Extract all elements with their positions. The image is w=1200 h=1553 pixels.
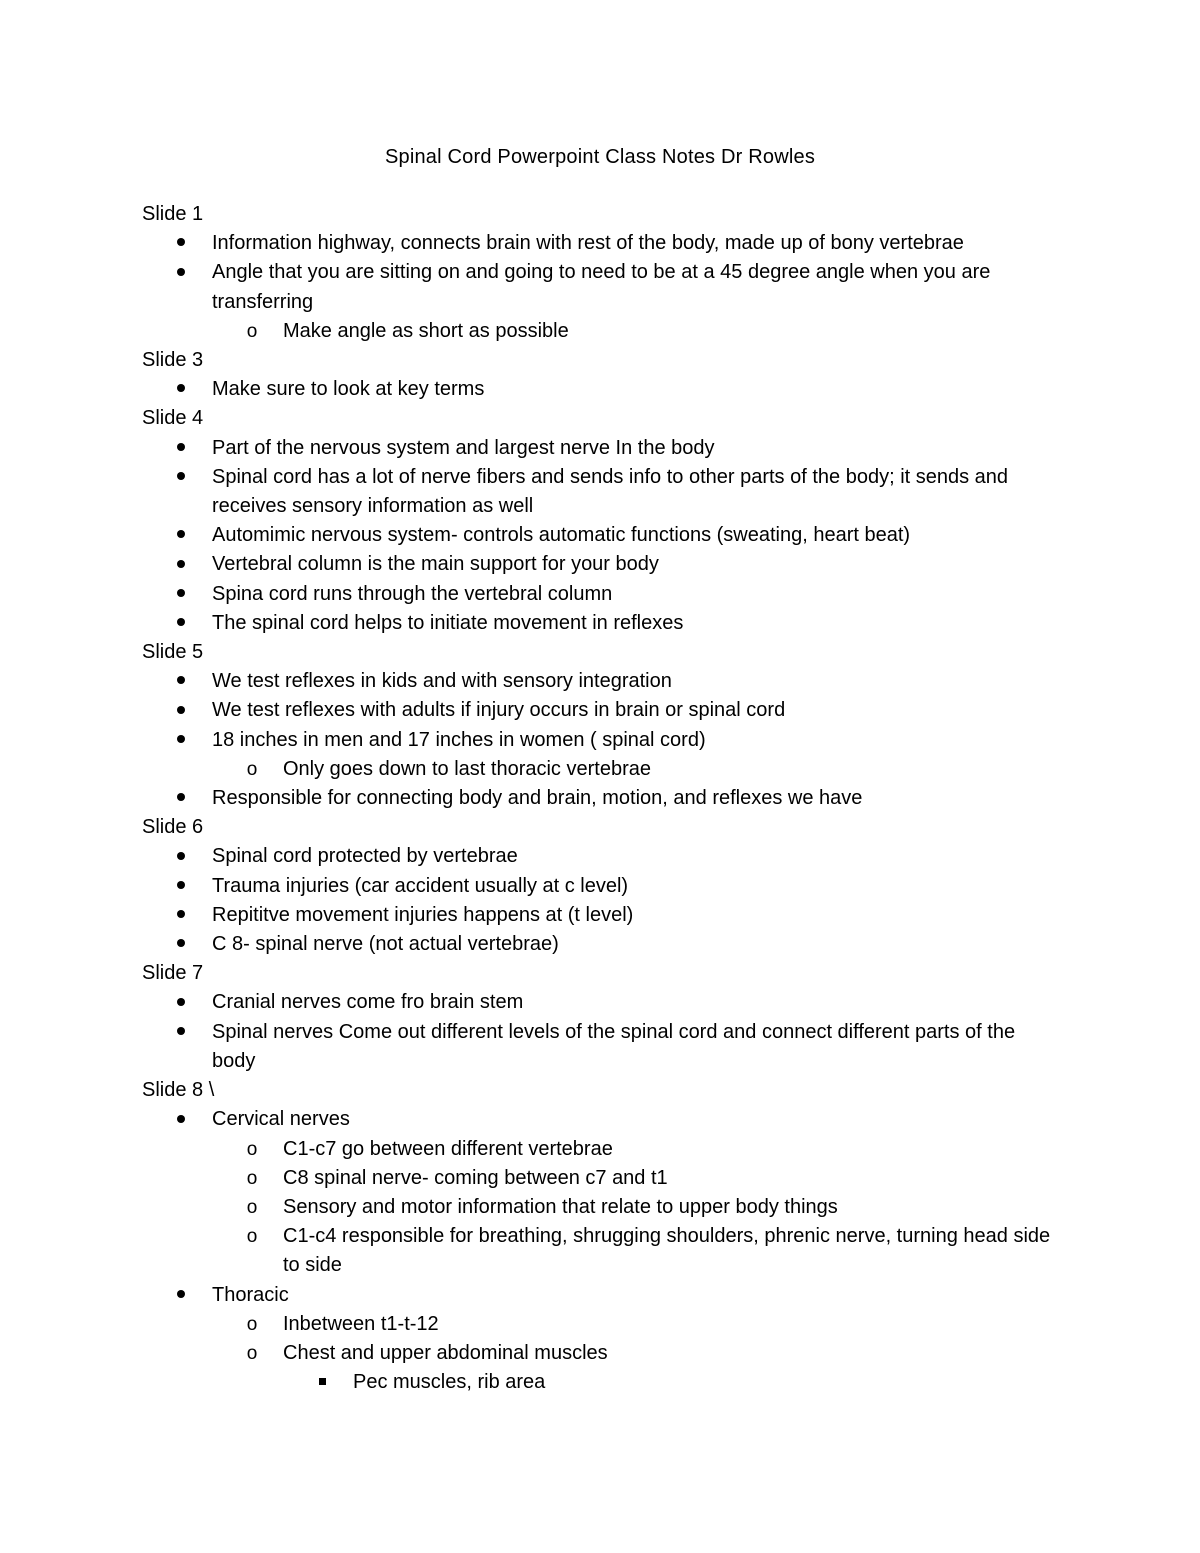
list-level-2 xyxy=(142,1310,1062,1398)
list-item-text: C 8- spinal nerve (not actual vertebrae) xyxy=(212,933,559,956)
list-item-text: Spinal nerves Come out different levels of the spinal cord and connect different parts of the body xyxy=(212,1020,1016,1072)
list-item xyxy=(142,872,1062,901)
nested-list-container xyxy=(142,755,1062,784)
list-item-text: The spinal cord helps to initiate movement in reflexes xyxy=(212,611,684,634)
list-item xyxy=(142,1368,1062,1397)
slide-section xyxy=(142,813,1062,959)
list-item-text: C1-c4 responsible for breathing, shrugging shoulders, phrenic nerve, turning head side to side xyxy=(283,1225,1051,1277)
list-item xyxy=(142,755,1062,784)
slide-heading: Slide 4 xyxy=(142,407,204,430)
list-item xyxy=(142,1135,1062,1164)
list-level-3 xyxy=(142,1368,1062,1397)
list-item-text: Make sure to look at key terms xyxy=(212,378,485,401)
list-item xyxy=(142,784,1062,813)
bullet-icon xyxy=(171,842,191,871)
circle-bullet-icon: o xyxy=(246,1313,258,1335)
list-level-1 xyxy=(142,842,1062,959)
bullet-icon xyxy=(171,901,191,930)
list-item-text: Only goes down to last thoracic vertebrae xyxy=(283,757,651,780)
slide-heading: Slide 7 xyxy=(142,962,204,985)
list-item xyxy=(142,317,1062,346)
list-item-text: Make angle as short as possible xyxy=(283,319,569,342)
slide-section xyxy=(142,404,1062,638)
list-item xyxy=(142,1018,1062,1076)
document-title: Spinal Cord Powerpoint Class Notes Dr Rowles xyxy=(384,146,816,168)
list-item-text: We test reflexes in kids and with sensory integration xyxy=(212,670,672,693)
circle-bullet-icon: o xyxy=(246,320,258,342)
notes-content xyxy=(142,200,1062,1397)
list-item xyxy=(142,842,1062,871)
list-item xyxy=(142,1193,1062,1222)
list-item xyxy=(142,229,1062,258)
slide-section xyxy=(142,638,1062,813)
list-item xyxy=(142,580,1062,609)
list-level-1 xyxy=(142,434,1062,638)
circle-bullet-icon: o xyxy=(246,1342,258,1364)
circle-bullet-icon: o xyxy=(246,1196,258,1218)
list-item xyxy=(142,667,1062,696)
list-item-text: Spinal cord has a lot of nerve fibers and sends info to other parts of the body; it sends and receives sensory information as well xyxy=(212,465,1009,518)
list-level-1 xyxy=(142,667,1062,813)
list-item xyxy=(142,258,1062,316)
list-item-text: Automimic nervous system- controls automatic functions (sweating, heart beat) xyxy=(212,524,911,547)
list-item xyxy=(142,434,1062,463)
bullet-icon xyxy=(171,434,191,463)
bullet-icon xyxy=(171,258,191,287)
bullet-icon xyxy=(171,726,191,755)
bullet-icon xyxy=(171,667,191,696)
list-level-1 xyxy=(142,1105,1062,1397)
slide-heading: Slide 5 xyxy=(142,641,204,664)
list-item xyxy=(142,375,1062,404)
bullet-icon xyxy=(171,784,191,813)
list-item-text: Information highway, connects brain with rest of the body, made up of bony vertebrae xyxy=(212,232,964,255)
bullet-icon xyxy=(171,1281,191,1310)
slide-heading: Slide 8 \ xyxy=(142,1079,215,1102)
list-item xyxy=(142,1339,1062,1368)
slide-section xyxy=(142,200,1062,346)
list-item xyxy=(142,696,1062,725)
nested-list-container xyxy=(142,1135,1062,1281)
bullet-icon xyxy=(171,375,191,404)
list-level-2 xyxy=(142,755,1062,784)
list-item xyxy=(142,988,1062,1017)
list-item-text: Inbetween t1-t-12 xyxy=(283,1312,439,1335)
list-level-1 xyxy=(142,229,1062,346)
list-item-text: 18 inches in men and 17 inches in women ( spinal cord) xyxy=(212,728,706,751)
list-item-text: Cervical nerves xyxy=(212,1108,350,1131)
circle-bullet-icon: o xyxy=(246,1138,258,1160)
list-level-1 xyxy=(142,988,1062,1076)
list-level-2 xyxy=(142,317,1062,346)
list-item xyxy=(142,1164,1062,1193)
list-level-2 xyxy=(142,1135,1062,1281)
bullet-icon xyxy=(171,580,191,609)
bullet-icon xyxy=(171,930,191,959)
list-item-text: Vertebral column is the main support for your body xyxy=(212,553,659,576)
nested-list-container xyxy=(142,317,1062,346)
list-item xyxy=(142,463,1062,521)
nested-list-container xyxy=(142,1368,1062,1397)
bullet-icon xyxy=(171,521,191,550)
bullet-icon xyxy=(171,988,191,1017)
slide-heading: Slide 3 xyxy=(142,349,204,372)
list-item xyxy=(142,930,1062,959)
square-bullet-icon xyxy=(312,1368,332,1397)
list-item-text: Chest and upper abdominal muscles xyxy=(283,1341,608,1364)
bullet-icon xyxy=(171,1018,191,1047)
slide-section xyxy=(142,346,1062,404)
list-item-text: Trauma injuries (car accident usually at c level) xyxy=(212,874,629,897)
list-item-text: Spinal cord protected by vertebrae xyxy=(212,845,518,868)
circle-bullet-icon: o xyxy=(246,1226,258,1248)
slide-heading: Slide 6 xyxy=(142,816,204,839)
circle-bullet-icon: o xyxy=(246,758,258,780)
list-item-text: Angle that you are sitting on and going to need to be at a 45 degree angle when you are transferring xyxy=(212,261,991,313)
slide-section xyxy=(142,959,1062,1076)
bullet-icon xyxy=(171,550,191,579)
list-item-text: Thoracic xyxy=(212,1283,289,1306)
list-level-1 xyxy=(142,375,1062,404)
bullet-icon xyxy=(171,872,191,901)
list-item-text: Part of the nervous system and largest nerve In the body xyxy=(212,436,715,459)
list-item xyxy=(142,726,1062,755)
list-item xyxy=(142,521,1062,550)
list-item-text: C8 spinal nerve- coming between c7 and t1 xyxy=(283,1166,668,1189)
list-item xyxy=(142,1222,1062,1280)
list-item xyxy=(142,1105,1062,1134)
list-item-text: C1-c7 go between different vertebrae xyxy=(283,1137,613,1160)
list-item xyxy=(142,550,1062,579)
list-item-text: Responsible for connecting body and brain, motion, and reflexes we have xyxy=(212,787,863,810)
list-item xyxy=(142,1310,1062,1339)
bullet-icon xyxy=(171,1105,191,1134)
nested-list-container xyxy=(142,1310,1062,1398)
bullet-icon xyxy=(171,229,191,258)
list-item-text: Cranial nerves come fro brain stem xyxy=(212,991,524,1014)
list-item xyxy=(142,609,1062,638)
list-item xyxy=(142,1281,1062,1310)
list-item-text: Sensory and motor information that relate to upper body things xyxy=(283,1195,838,1218)
list-item-text: Spina cord runs through the vertebral column xyxy=(212,582,613,605)
list-item-text: We test reflexes with adults if injury occurs in brain or spinal cord xyxy=(212,699,786,722)
bullet-icon xyxy=(171,696,191,725)
bullet-icon xyxy=(171,463,191,492)
list-item-text: Repititve movement injuries happens at (t level) xyxy=(212,903,634,926)
list-item xyxy=(142,901,1062,930)
slide-heading: Slide 1 xyxy=(142,203,204,225)
bullet-icon xyxy=(171,609,191,638)
circle-bullet-icon: o xyxy=(246,1167,258,1189)
slide-section xyxy=(142,1076,1062,1397)
list-item-text: Pec muscles, rib area xyxy=(353,1371,546,1394)
